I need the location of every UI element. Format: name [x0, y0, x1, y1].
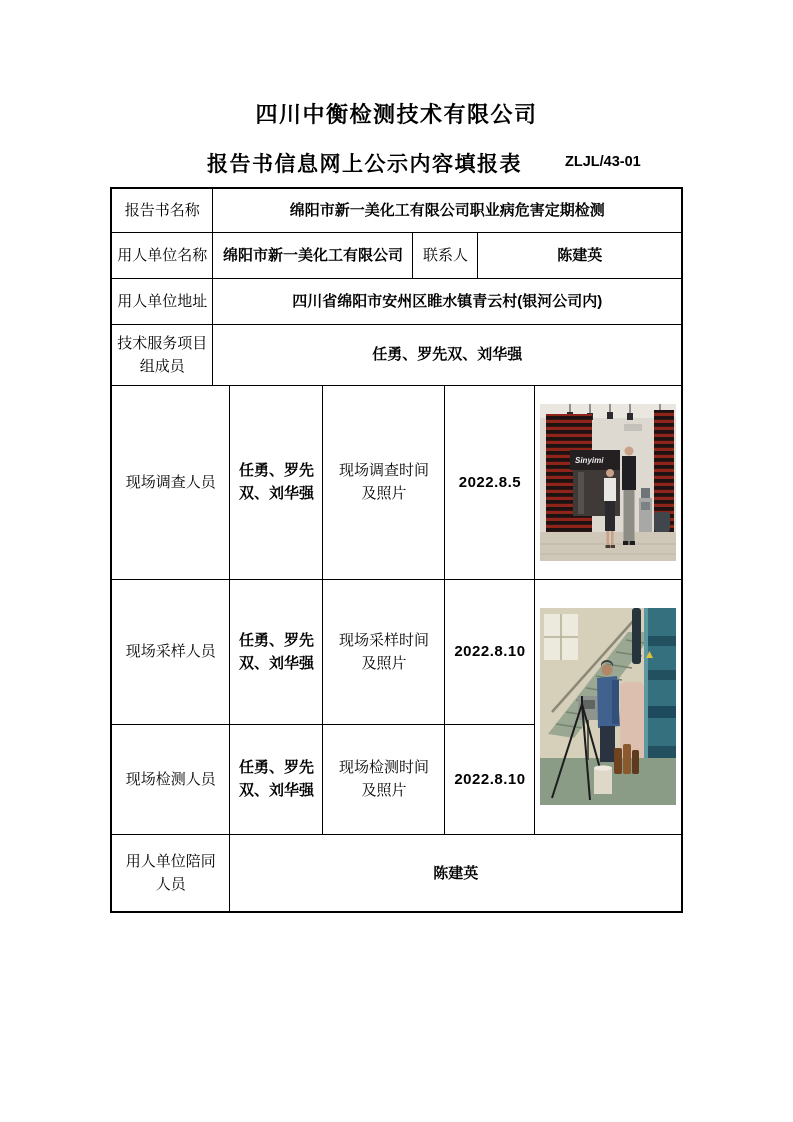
contact-value-cell: 陈建英	[478, 232, 682, 278]
employer-name-value-cell: 绵阳市新一美化工有限公司	[213, 232, 413, 278]
sampling-date-cell: 2022.8.10	[445, 579, 535, 724]
survey-photo-cell	[535, 385, 682, 579]
table-row-escort	[111, 834, 682, 912]
testing-staff-value-cell: 任勇、罗先双、刘华强	[230, 724, 323, 834]
employer-address-label-cell: 用人单位地址	[111, 278, 213, 324]
testing-time-label-cell: 现场检测时间及照片	[323, 724, 445, 834]
table-row-survey	[111, 385, 682, 579]
sampling-staff-label-cell: 现场采样人员	[111, 579, 230, 724]
form-title-row	[0, 148, 793, 178]
table-row	[111, 232, 682, 278]
site-sampling-photo	[540, 608, 676, 805]
report-name-value-cell: 绵阳市新一美化工有限公司职业病危害定期检测	[213, 188, 682, 232]
survey-staff-label-cell: 现场调查人员	[111, 385, 230, 579]
storefront-sign-text: Sinyimi	[575, 455, 604, 465]
contact-label-cell: 联系人	[413, 232, 478, 278]
escort-label-cell: 用人单位陪同人员	[111, 834, 230, 912]
sampling-time-label-cell: 现场采样时间及照片	[323, 579, 445, 724]
table-row	[111, 188, 682, 232]
bucket	[594, 766, 612, 795]
survey-time-label-cell: 现场调查时间及照片	[323, 385, 445, 579]
table-row-sampling	[111, 579, 682, 724]
employer-address-value-cell: 四川省绵阳市安州区睢水镇青云村(银河公司内)	[213, 278, 682, 324]
survey-date-cell: 2022.8.5	[445, 385, 535, 579]
person-man	[622, 446, 636, 545]
testing-date-cell: 2022.8.10	[445, 724, 535, 834]
hanging-hose	[632, 608, 641, 664]
team-label-cell: 技术服务项目组成员	[111, 324, 213, 385]
report-name-label-cell: 报告书名称	[111, 188, 213, 232]
site-survey-photo	[540, 404, 676, 561]
report-info-table	[110, 187, 683, 913]
sampling-staff-value-cell: 任勇、罗先双、刘华强	[230, 579, 323, 724]
wall-vent	[624, 424, 642, 431]
form-code: ZLJL/43-01	[565, 154, 641, 171]
survey-staff-value-cell: 任勇、罗先双、刘华强	[230, 385, 323, 579]
company-title: 四川中衡检测技术有限公司	[255, 102, 538, 127]
team-value-cell: 任勇、罗先双、刘华强	[213, 324, 682, 385]
table-row	[111, 278, 682, 324]
employer-name-label-cell: 用人单位名称	[111, 232, 213, 278]
table-row	[111, 324, 682, 385]
glass-reflection	[578, 472, 584, 514]
sampling-photo-cell	[535, 579, 682, 834]
bag-on-floor	[654, 512, 670, 532]
form-title: 报告书信息网上公示内容填报表	[207, 153, 522, 177]
testing-staff-label-cell: 现场检测人员	[111, 724, 230, 834]
escort-value-cell: 陈建英	[230, 834, 682, 912]
